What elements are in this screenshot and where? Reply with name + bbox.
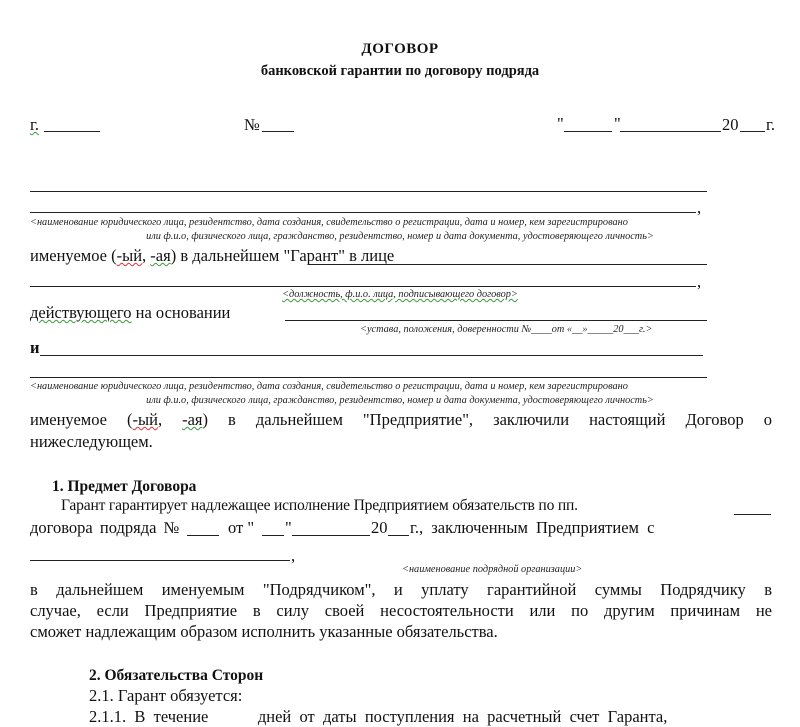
city-field[interactable] bbox=[44, 131, 100, 132]
date-year-suffix: г. bbox=[766, 115, 776, 134]
section1-line1: Гарант гарантирует надлежащее исполнение Предприятием обязательств по пп. bbox=[61, 497, 578, 514]
party1-name-note-line1: <наименование юридического лица, резидентство, дата создания, свидетельство о регистрации, дата и номер, кем зарегистрировано bbox=[30, 217, 628, 228]
party2-named-line2: нижеследующем. bbox=[30, 432, 153, 451]
named2-sep: , bbox=[157, 410, 183, 429]
section1-heading: 1. Предмет Договора bbox=[52, 478, 197, 495]
date-day-field[interactable] bbox=[564, 131, 612, 132]
party2-name-note-line2: или ф.и.о, физического лица, гражданство, резидентство, номер и дата документа, удостоверяющего личность> bbox=[146, 395, 654, 406]
date-month-field[interactable] bbox=[620, 131, 721, 132]
section1-line2-c: " bbox=[285, 518, 292, 537]
section1-line2-d: 20 bbox=[371, 518, 388, 537]
named2-prefix: именуемое ( bbox=[30, 410, 133, 429]
contract-day-field[interactable] bbox=[262, 535, 284, 536]
date-year-prefix: 20 bbox=[722, 115, 739, 134]
section1-line2-e: г., заключенным Предприятием с bbox=[410, 518, 655, 537]
basis-text bbox=[30, 303, 230, 323]
named2-aya: -ая bbox=[182, 410, 203, 429]
party1-name-note-line2: или ф.и.о, физического лица, гражданство, резидентство, номер и дата документа, удостоверяющего личность> bbox=[146, 231, 654, 242]
section2-item-2-1: 2.1. Гарант обязуется: bbox=[89, 686, 243, 705]
document-title: ДОГОВОР bbox=[361, 41, 439, 57]
guarantor-rep-field-2[interactable] bbox=[30, 286, 696, 287]
guarantor-rep-note: <должность, ф.и.о. лица, подписывающего договор> bbox=[282, 289, 518, 300]
contractor-note: <наименование подрядной организации> bbox=[402, 564, 583, 575]
named-yi: -ый bbox=[116, 246, 143, 265]
named-aya: -ая bbox=[150, 246, 171, 265]
section2-heading: 2. Обязательства Сторон bbox=[89, 667, 264, 684]
city-label bbox=[30, 115, 39, 135]
basis-rest: на основании bbox=[131, 303, 231, 322]
section1-line2-a: договора подряда № bbox=[30, 518, 180, 537]
party1-name-line1[interactable] bbox=[30, 191, 707, 192]
section1-para-line3: сможет надлежащим образом исполнить указанные обязательства. bbox=[30, 622, 498, 641]
party2-name-line1[interactable] bbox=[40, 355, 703, 356]
date-year-field[interactable] bbox=[740, 131, 765, 132]
party2-and: и bbox=[30, 338, 40, 357]
date-quote-close: " bbox=[614, 114, 621, 133]
date-quote-open: " bbox=[557, 114, 564, 133]
section1-para-line2: случае, если Предприятие в силу своей несостоятельности или по другим причинам не bbox=[30, 601, 772, 620]
named-sep: , bbox=[142, 246, 151, 265]
guarantor-rep-field-1[interactable] bbox=[308, 264, 707, 265]
section1-para-line1: в дальнейшем именуемым "Подрядчиком", и уплату гарантийной суммы Подрядчику в bbox=[30, 580, 772, 599]
contractor-name-comma: , bbox=[291, 546, 296, 565]
contract-year-field[interactable] bbox=[388, 535, 409, 536]
basis-word: действующего bbox=[30, 303, 132, 322]
number-field[interactable] bbox=[262, 131, 294, 132]
party2-name-note-line1: <наименование юридического лица, резидентство, дата создания, свидетельство о регистрации, дата и номер, кем зарегистрировано bbox=[30, 381, 628, 392]
contract-number-field[interactable] bbox=[187, 535, 219, 536]
section1-pp-field[interactable] bbox=[734, 514, 771, 515]
guarantor-rep-comma: , bbox=[697, 272, 702, 291]
number-label: № bbox=[244, 115, 260, 134]
basis-note: <устава, положения, доверенности №____от «__»_____20___г.> bbox=[360, 324, 653, 335]
section1-line2-b: от " bbox=[228, 518, 255, 537]
named2-rest: ) в дальнейшем "Предприятие", заключили настоящий Договор о bbox=[202, 410, 773, 429]
named-rest: ) в дальнейшем "Гарант" в лице bbox=[170, 246, 395, 265]
named-prefix: именуемое ( bbox=[30, 246, 117, 265]
named2-yi: -ый bbox=[132, 410, 158, 429]
contract-month-field[interactable] bbox=[292, 535, 370, 536]
party2-named-line1 bbox=[30, 410, 772, 430]
contractor-name-field[interactable] bbox=[30, 560, 290, 561]
basis-field[interactable] bbox=[285, 320, 707, 321]
section2-item-2-1-1: 2.1.1. В течение дней от даты поступления на расчетный счет Гаранта, bbox=[89, 707, 668, 726]
party1-named-text bbox=[30, 246, 394, 266]
party1-name-comma: , bbox=[697, 198, 702, 217]
party2-name-line2[interactable] bbox=[30, 377, 707, 378]
city-prefix: г. bbox=[30, 115, 40, 134]
document-subtitle: банковской гарантии по договору подряда bbox=[260, 63, 540, 79]
party1-name-line2[interactable] bbox=[30, 212, 696, 213]
